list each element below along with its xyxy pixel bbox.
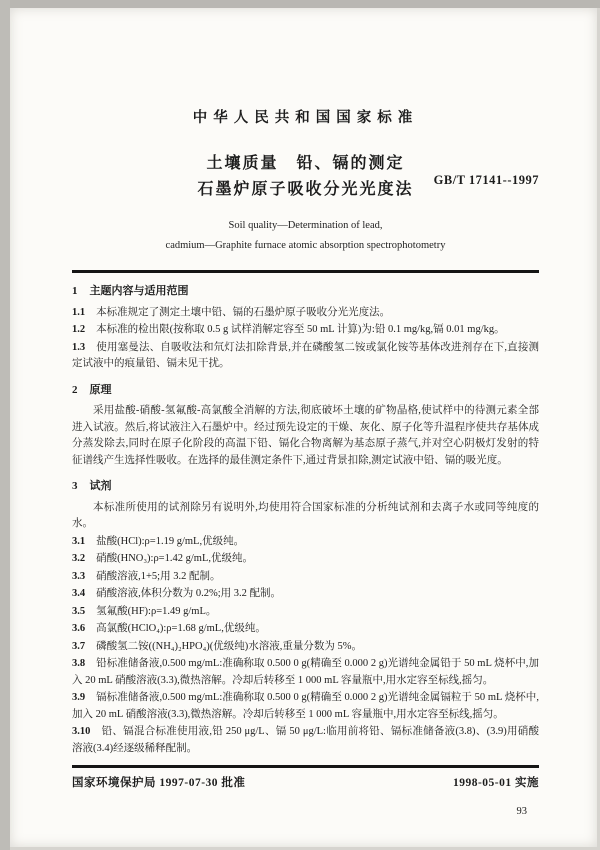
section-number: 1 xyxy=(72,285,78,297)
clause: 3.1 盐酸(HCl):ρ=1.19 g/mL,优级纯。 xyxy=(72,535,245,547)
title-block xyxy=(72,151,539,203)
section-heading: 3 试剂 xyxy=(72,480,112,492)
document-title-line2: 石墨炉原子吸收分光光度法 xyxy=(197,181,414,198)
approval-note: 国家环境保护局 1997-07-30 批准 xyxy=(72,777,246,789)
clause-number: 1.3 xyxy=(72,341,86,353)
clause: 3.8 铅标准储备液,0.500 mg/mL:准确称取 0.500 0 g(精确至 0.000 2 g)光谱纯金属铅于 50 mL 烧杯中,加入 20 mL 硝酸溶液(3.3),微热溶解。冷却后转移至 1 000 mL 容量瓶中,用水定容至标线,摇匀。 xyxy=(72,658,539,686)
clause-number: 3.9 xyxy=(72,692,86,703)
page-number: 93 xyxy=(516,806,527,817)
clause: 3.2 硝酸(HNO₃):ρ=1.42 g/mL,优级纯。 xyxy=(72,553,253,564)
clause-number: 3.2 xyxy=(72,553,86,564)
clause-number: 3.7 xyxy=(72,640,86,652)
standard-category-title: 中华人民共和国国家标准 xyxy=(192,110,419,126)
clause-number: 3.3 xyxy=(72,570,86,582)
clause: 3.6 高氯酸(HClO₄):ρ=1.68 g/mL,优级纯。 xyxy=(72,623,266,634)
clause-number: 3.8 xyxy=(72,658,86,669)
section-number: 3 xyxy=(72,480,78,492)
clause: 1.2 本标准的检出限(按称取 0.5 g 试样消解定容至 50 mL 计算)为:铅 0.1 mg/kg,镉 0.01 mg/kg。 xyxy=(72,324,505,335)
clause-number: 1.2 xyxy=(72,324,86,335)
section-heading: 1 主题内容与适用范围 xyxy=(72,285,189,297)
paragraph: 采用盐酸-硝酸-氢氟酸-高氯酸全消解的方法,彻底破坏土壤的矿物晶格,使试样中的待测元素全部进入试液。然后,将试液注入石墨炉中。经过预先设定的干燥、灰化、原子化等升温程序使共存基体成分蒸发除去,同时在原子化阶段的高温下铅、镉化合物离解为基态原子蒸气,并对空心阴极灯发射的特征谱线产生选择性吸收。在选择的最佳测定条件下,通过背景扣除,测定试液中铅、镉的吸光度。 xyxy=(72,405,539,466)
section-number: 2 xyxy=(72,383,78,396)
clause: 3.3 硝酸溶液,1+5;用 3.2 配制。 xyxy=(72,570,221,582)
clause-number: 3.10 xyxy=(72,726,91,737)
implementation-date: 1998-05-01 实施 xyxy=(452,777,539,789)
document-title-line1: 土壤质量 铅、镉的测定 xyxy=(206,155,405,172)
document-page xyxy=(10,8,597,847)
english-title-line2: cadmium—Graphite furnace atomic absorption spectrophotometry xyxy=(165,240,446,251)
clause: 1.1 本标准规定了测定土壤中铅、镉的石墨炉原子吸收分光光度法。 xyxy=(72,306,391,318)
clause: 3.4 硝酸溶液,体积分数为 0.2%;用 3.2 配制。 xyxy=(72,588,282,599)
section-heading: 2 原理 xyxy=(72,383,112,396)
clause-number: 1.1 xyxy=(72,306,86,318)
standard-number: GB/T 17141--1997 xyxy=(433,173,539,187)
footer-rule xyxy=(72,765,539,768)
english-title-block xyxy=(72,216,539,256)
page-content xyxy=(72,8,539,847)
document-body xyxy=(72,283,539,757)
clause: 3.5 氢氟酸(HF):ρ=1.49 g/mL。 xyxy=(72,605,217,617)
scan-edge-top xyxy=(0,0,600,8)
clause-number: 3.5 xyxy=(72,605,86,617)
clause-number: 3.4 xyxy=(72,588,86,599)
clause: 3.7 磷酸氢二铵((NH₄)₂HPO₄)(优级纯)水溶液,重量分数为 5%。 xyxy=(72,640,363,652)
paragraph: 本标准所使用的试剂除另有说明外,均使用符合国家标准的分析纯试剂和去离子水或同等纯度的水。 xyxy=(72,501,539,529)
footer xyxy=(72,774,539,790)
english-title-line1: Soil quality—Determination of lead, xyxy=(228,220,383,231)
clause: 3.10 铅、镉混合标准使用液,铅 250 μg/L、镉 50 μg/L:临用前将铅、镉标准储备液(3.8)、(3.9)用硝酸溶液(3.4)经逐级稀释配制。 xyxy=(72,726,539,754)
clause-number: 3.1 xyxy=(72,535,86,547)
header-rule xyxy=(72,270,539,273)
scan-edge-left xyxy=(0,0,10,850)
clause: 3.9 镉标准储备液,0.500 mg/mL:准确称取 0.500 0 g(精确至 0.000 2 g)光谱纯金属镉粒于 50 mL 烧杯中,加入 20 mL 硝酸溶液(3.3),微热溶解。冷却后转移至 1 000 mL 容量瓶中,用水定容至标线,摇匀。 xyxy=(72,692,539,720)
clause-number: 3.6 xyxy=(72,623,86,634)
clause: 1.3 使用塞曼法、自吸收法和氘灯法扣除背景,并在磷酸氢二铵或氯化铵等基体改进剂存在下,直接测定试液中的痕量铅、镉未见干扰。 xyxy=(72,341,539,369)
